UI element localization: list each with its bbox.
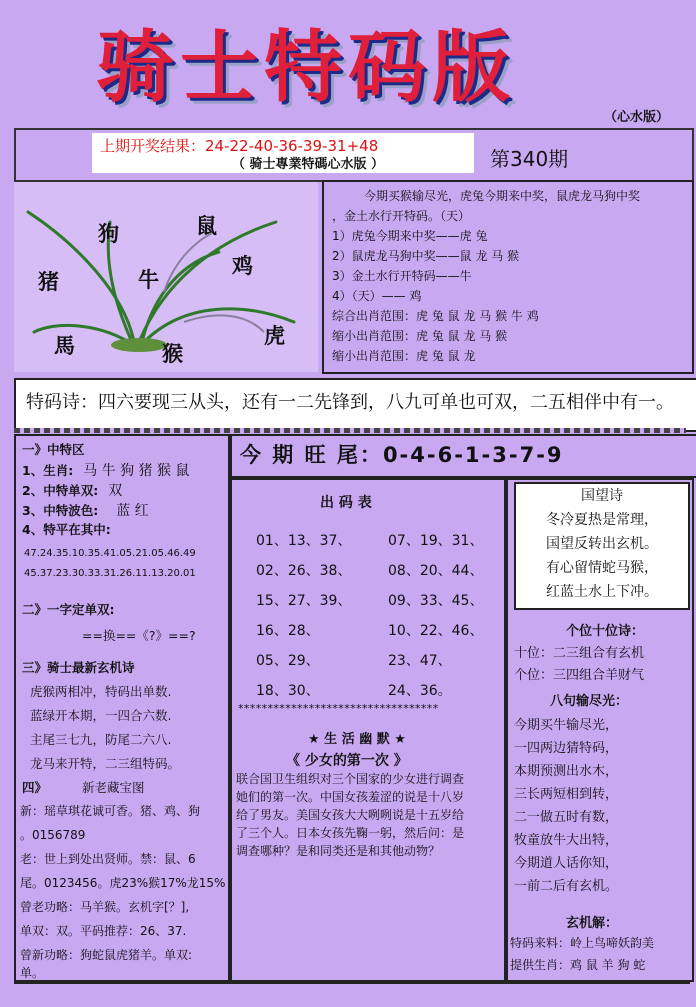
- code-cell: 07、19、31、: [388, 533, 484, 549]
- digits-line: 个位：三四组合羊财气: [514, 668, 645, 683]
- wave-color-label: 3、中特波色:: [22, 503, 99, 518]
- prediction-line: 4）（天）—— 鸡: [332, 289, 422, 303]
- prediction-line: 2）鼠虎龙马狗中奖——鼠 龙 马 猴: [332, 249, 520, 263]
- zodiac-pig: 猪: [38, 269, 59, 294]
- zodiac-label: 1、生肖:: [22, 463, 74, 478]
- lucky-tails: [230, 434, 696, 478]
- treasure-line: 老：世上到处出贤师。禁：鼠、6: [20, 852, 196, 866]
- eight-line: 今期买牛输尽光，: [514, 718, 619, 733]
- guowang-poem: [514, 482, 690, 610]
- star-divider: **********************************: [238, 702, 439, 715]
- codes-title: 出 码 表: [320, 495, 372, 511]
- zodiac-ox: 牛: [138, 267, 159, 292]
- code-cell: 15、27、39、: [256, 593, 352, 609]
- guowang-title: 国望诗: [581, 488, 623, 504]
- zodiac-rooster: 鸡: [232, 253, 253, 278]
- code-cell: 09、33、45、: [388, 593, 484, 609]
- last-result-numbers: 24-22-40-36-39-31+48: [205, 137, 379, 155]
- eight-line: 牧童放牛大出特，: [514, 833, 619, 848]
- digits-line: 十位：二三组合有玄机: [514, 646, 645, 661]
- treasure-line: 。0156789: [20, 828, 86, 842]
- prediction-line: 缩小出肖范围：虎 兔 鼠 龙: [332, 349, 476, 363]
- prediction-line: 今期买猴输尽光，虎兔今期来中奖，鼠虎龙马狗中奖: [364, 189, 641, 203]
- verse-line: 主尾三七九，防尾二六八.: [30, 732, 172, 747]
- page-title: 骑士特码版: [96, 22, 517, 113]
- treasure-line: 尾。0123456。虎23%猴17%龙15%: [20, 876, 226, 890]
- single-double-row: [22, 480, 122, 500]
- eight-line: 一四两边猜特码，: [514, 741, 619, 756]
- section-title: 一》中特区: [22, 442, 85, 457]
- code-cell: 24、36。: [388, 683, 452, 699]
- edition-label: （心水版）: [604, 110, 670, 125]
- eight-line: 一前二后有玄机。: [514, 879, 619, 894]
- treasure-line: 单。: [20, 966, 45, 980]
- treasure-line: 单双：双。平码推荐：26、37.: [20, 924, 187, 938]
- eight-line: 本期预测出水木，: [514, 764, 619, 779]
- section-title: 四》: [22, 780, 48, 795]
- treasure-line: 曾新功略：狗蛇鼠虎猪羊。单双:: [20, 948, 193, 962]
- verse-line: 虎猴两相冲，特码出单数.: [30, 684, 172, 699]
- humor-title: ★ 生 活 幽 默 ★: [308, 732, 406, 747]
- digits-title: 个位十位诗：: [566, 624, 645, 639]
- zodiac-tiger: 虎: [264, 323, 285, 348]
- eight-line: 二一做五时有数，: [514, 810, 619, 825]
- code-cell: 16、28、: [256, 623, 320, 639]
- motto: （ 骑士專業特碼心水版 ）: [232, 157, 385, 172]
- riddle-title: 玄机解：: [566, 916, 619, 931]
- zodiac-art: [14, 182, 318, 372]
- zodiac-rat: 鼠: [196, 213, 217, 238]
- codes-panel: [230, 478, 506, 982]
- issue-number: 第340期: [490, 147, 569, 171]
- prediction-line: 3）金土水行开特码——牛: [332, 269, 472, 283]
- guowang-line: 冬冷夏热是常理，: [546, 512, 658, 528]
- guowang-line: 红蓝土水上下冲。: [546, 584, 658, 600]
- single-double-label: 2、中特单双:: [22, 483, 99, 498]
- flat-code-label: 4、特平在其中:: [22, 522, 111, 537]
- single-double-hint: ==换==《?》==?: [82, 628, 196, 643]
- prediction-box: [322, 180, 694, 374]
- prediction-line: 综合出肖范围：虎 兔 鼠 龙 马 猴 牛 鸡: [332, 309, 539, 323]
- verse-line: 蓝绿开本期，一四合六数.: [30, 708, 172, 723]
- lucky-tails-value: 0-4-6-1-3-7-9: [382, 443, 564, 467]
- prediction-line: 1）虎兔今期来中奖——虎 兔: [332, 229, 488, 243]
- code-cell: 23、47、: [388, 653, 452, 669]
- treasure-line: 曾老功略：马羊猴。玄机字[？],: [20, 900, 190, 914]
- story-line: 联合国卫生组织对三个国家的少女进行调查: [236, 772, 465, 786]
- section-title: 三》骑士最新玄机诗: [22, 660, 135, 675]
- eight-lines-title: 八句输尽光：: [550, 694, 629, 709]
- story-line: 了三个人。日本女孩先鞠一躬，然后问：是: [236, 826, 465, 840]
- code-cell: 05、29、: [256, 653, 320, 669]
- lucky-tails-label: 今 期 旺 尾：: [240, 443, 383, 467]
- zodiac-values: 马 牛 狗 猪 猴 鼠: [83, 463, 190, 479]
- zodiac-horse: 馬: [54, 333, 75, 358]
- special-poem: 特码诗：四六要现三从头，还有一二先锋到，八九可单也可双，二五相伴中有一。: [14, 378, 696, 432]
- last-result-label: 上期开奖结果：: [100, 137, 206, 155]
- zodiac-row: [22, 460, 189, 480]
- flat-numbers: 47.24.35.10.35.41.05.21.05.46.49: [24, 548, 196, 559]
- verse-line: 龙马来开特，二三组特码。: [30, 756, 181, 771]
- section-title: 二》一字定单双:: [22, 602, 115, 617]
- zodiac-monkey: 猴: [162, 341, 183, 366]
- divider: [14, 428, 686, 433]
- left-column: [14, 434, 230, 982]
- treasure-map-title: 新老藏宝图: [82, 780, 145, 795]
- riddle-line: 提供生肖：鸡 鼠 羊 狗 蛇: [510, 958, 646, 972]
- code-cell: 01、13、37、: [256, 533, 352, 549]
- riddle-line: 特码来料：岭上鸟啼妖韵美: [510, 936, 655, 950]
- flat-numbers: 45.37.23.30.33.31.26.11.13.20.01: [24, 568, 196, 579]
- guowang-line: 国望反转出玄机。: [546, 536, 658, 552]
- story-title: 《 少女的第一次 》: [286, 753, 408, 769]
- single-double-value: 双: [108, 483, 123, 499]
- code-cell: 08、20、44、: [388, 563, 484, 579]
- prediction-line: ，金土水行开特码。（天）: [332, 209, 471, 223]
- footer-bar: [14, 982, 690, 1002]
- treasure-line: 新：瑶草琪花诚可香。猪、鸡、狗: [20, 804, 201, 818]
- story-line: 她们的第一次。中国女孩羞涩的说是十八岁: [236, 790, 465, 804]
- guowang-line: 有心留情蛇马猴，: [546, 560, 658, 576]
- code-cell: 18、30、: [256, 683, 320, 699]
- code-cell: 02、26、38、: [256, 563, 352, 579]
- story-line: 调查哪种？是和同类还是和其他动物？: [236, 844, 441, 858]
- eight-line: 今期道人话你知，: [514, 856, 619, 871]
- wave-color-value: 蓝 红: [116, 503, 149, 519]
- code-cell: 10、22、46、: [388, 623, 484, 639]
- eight-line: 三长两短相到转，: [514, 787, 619, 802]
- zodiac-dog: 狗: [98, 221, 119, 246]
- prediction-line: 缩小出肖范围：虎 兔 鼠 龙 马 猴: [332, 329, 508, 343]
- story-line: 给了男友。美国女孩大大咧咧说是十五岁给: [236, 808, 465, 822]
- wave-color-row: [22, 500, 149, 520]
